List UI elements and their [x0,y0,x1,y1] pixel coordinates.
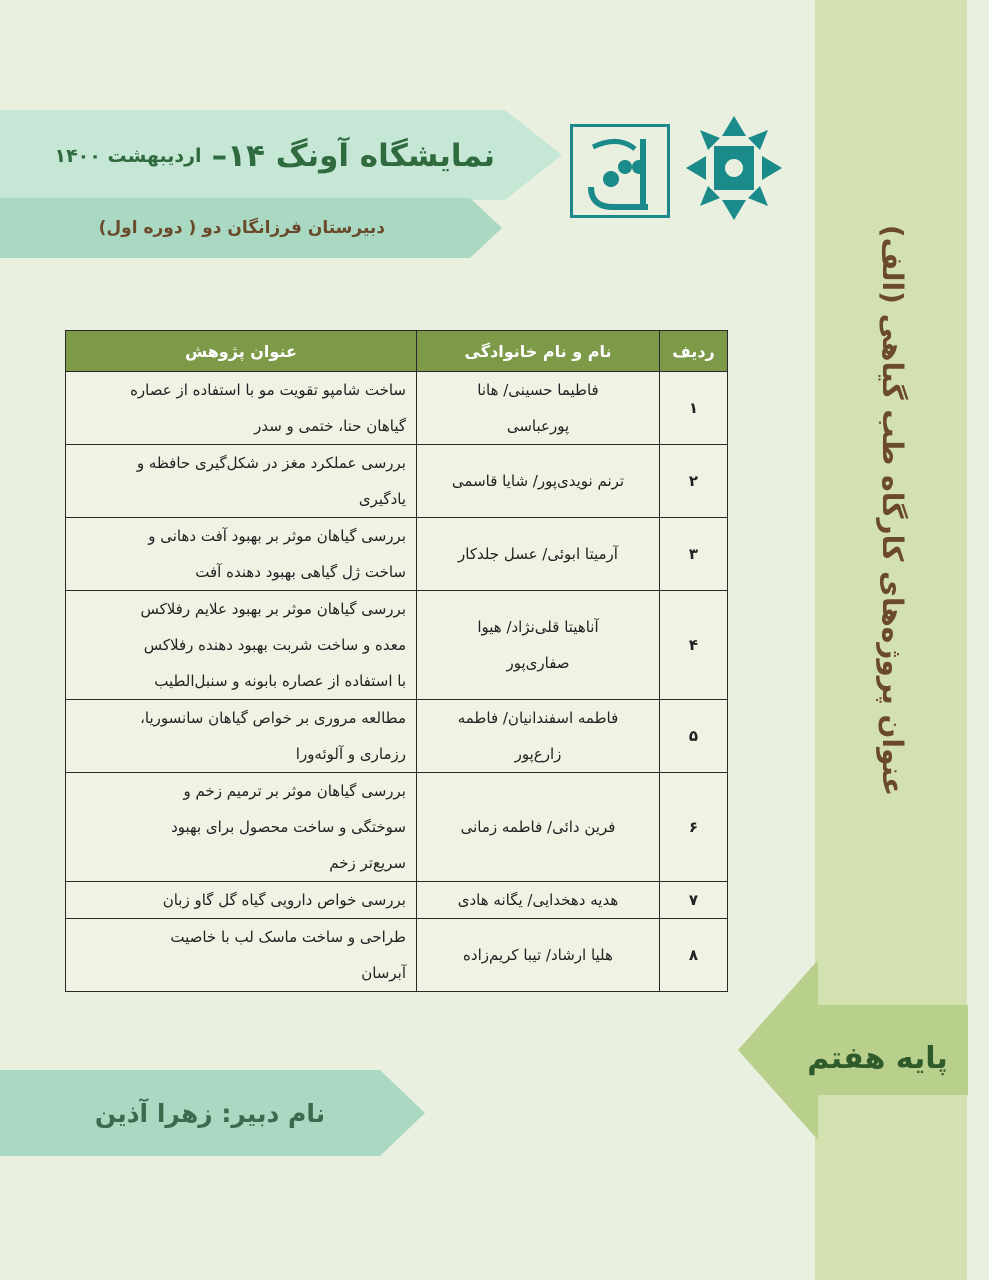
research-title-line: رزماری و آلوئه‌ورا [295,745,406,763]
projects-table [65,330,728,992]
research-title-line: آبرسان [361,964,406,982]
table-row [66,445,728,518]
student-name-line: فاطمه اسفندانیان/ فاطمه [457,709,619,727]
student-name-line: فرین دائی/ فاطمه زمانی [460,818,616,836]
student-name-cell [417,700,660,773]
row-number: ۴ [660,591,728,700]
research-title-line: بررسی عملکرد مغز در شکل‌گیری حافظه و [136,454,406,472]
avang-logo [570,124,670,218]
page-title [10,128,495,184]
side-title [868,224,918,796]
school-emblem-icon [686,116,782,220]
student-name-cell [417,919,660,992]
research-title-line: معده و ساخت شربت بهبود دهنده رفلاکس [143,636,406,654]
research-title-cell [66,700,417,773]
header-research-title: عنوان پژوهش [66,331,417,372]
student-name-line: صفاری‌پور [506,654,570,672]
research-title-line: سریع‌تر زخم [329,854,406,872]
row-number: ۵ [660,700,728,773]
research-title-line: بررسی گیاهان موثر بر ترمیم زخم و [183,782,406,800]
table-row [66,372,728,445]
research-title-line: طراحی و ساخت ماسک لب با خاصیت [170,928,406,946]
row-number: ۱ [660,372,728,445]
research-title-line: یادگیری [358,490,406,508]
student-name-line: پورعباسی [506,417,570,435]
research-title-line: سوختگی و ساخت محصول برای بهبود [171,818,406,836]
student-name-line: ترنم نویدی‌پور/ شایا قاسمی [451,472,625,490]
table-row [66,919,728,992]
exhibition-title: نمایشگاه آونگ ۱۴– [211,138,495,174]
exhibition-date: اردیبهشت ۱۴۰۰ [54,145,202,167]
header-student-name: نام و نام خانوادگی [417,331,660,372]
table-row [66,518,728,591]
teacher-name: نام دبیر: زهرا آذین [94,1098,326,1128]
student-name-line: هلیا ارشاد/ تیبا کریم‌زاده [463,946,613,964]
research-title-cell [66,591,417,700]
research-title-line: ساخت شامپو تقویت مو با استفاده از عصاره [130,381,406,399]
avang-logo-icon [573,127,667,215]
school-name: دبیرستان فرزانگان دو ( دوره اول) [98,218,385,238]
header-row-number: ردیف [660,331,728,372]
research-title-line: با استفاده از عصاره بابونه و سنبل‌الطیب [154,672,406,690]
research-title-line: گیاهان حنا، ختمی و سدر [254,417,406,435]
row-number: ۷ [660,882,728,919]
research-title-cell [66,919,417,992]
student-name-cell [417,773,660,882]
row-number: ۶ [660,773,728,882]
row-number: ۳ [660,518,728,591]
student-name-cell [417,372,660,445]
student-name-cell [417,518,660,591]
student-name-line: هدیه دهخدایی/ یگانه هادی [457,891,619,909]
student-name-line: زارع‌پور [514,745,562,763]
research-title-line: بررسی گیاهان موثر بر بهبود آفت دهانی و [148,527,406,545]
research-title-line: مطالعه مروری بر خواص گیاهان سانسوریا، [140,709,406,727]
research-title-cell [66,882,417,919]
table-row [66,700,728,773]
student-name-line: آناهیتا قلی‌نژاد/ هیوا [477,618,599,636]
research-title-cell [66,518,417,591]
student-name-line: آرمیتا ابوئی/ عسل جلدکار [458,545,618,563]
research-title-cell [66,445,417,518]
student-name-cell [417,591,660,700]
research-title-line: بررسی خواص دارویی گیاه گل گاو زبان [162,891,406,909]
grade-label: پایه هفتم [807,1040,948,1076]
table-row [66,591,728,700]
research-title-line: ساخت ژل گیاهی بهبود دهنده آفت [195,563,406,581]
student-name-line: فاطیما حسینی/ هانا [477,381,599,399]
row-number: ۸ [660,919,728,992]
table-row [66,882,728,919]
row-number: ۲ [660,445,728,518]
table-header-row [66,331,728,372]
table-row [66,773,728,882]
research-title-cell [66,372,417,445]
side-title-text: عنوان پروژه‌های کارگاه طب گیاهی (الف) [876,224,910,796]
student-name-cell [417,882,660,919]
student-name-cell [417,445,660,518]
research-title-cell [66,773,417,882]
research-title-line: بررسی گیاهان موثر بر بهبود علایم رفلاکس [140,600,406,618]
